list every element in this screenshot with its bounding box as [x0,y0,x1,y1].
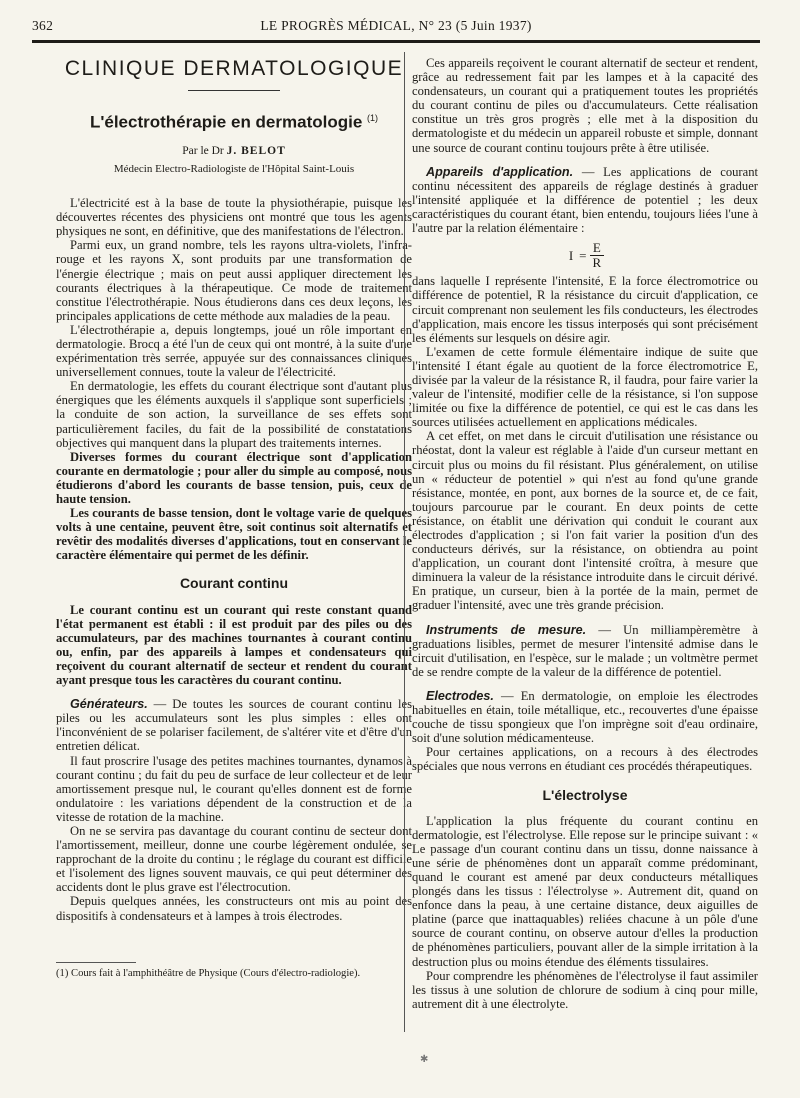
formula-numerator: E [590,241,605,256]
formula-denominator: R [592,255,602,271]
article-title-text: L'électrothérapie en dermatologie [89,112,363,132]
header-rule [32,40,760,43]
continued-paragraph: Ces appareils reçoivent le courant alternatif de secteur et rendent, grâce au redressement fait par les lampes et à la capacité des condensateurs, un courant qui a pratiquement toutes les propriétés du courant continu de piles ou d'accumulateurs. Cette réalisation constitue un très gros progrès ; elle met à la disposition du dermatologiste et du médecin un appareil robuste et simple, donnant une source de courant continu toujours prête à être utilisée. [412,56,758,155]
intro-paragraph-5: Diverses formes du courant électrique sont d'application courante en dermatologie ; pour aller du simple au composé, nous étudierons d'abord les courants de basse tension, puis, ceux de haute tension. [56,449,412,506]
intro-paragraph-3: L'électrothérapie a, depuis longtemps, joué un rôle important en dermatologie. Brocq a été l'un de ceux qui ont montré, à la suite d'une expérimentation très serrée, appuyée sur des connaissances cliniques universellement connues, toute la valeur de l'électricité. [56,322,412,380]
electrodes-text: — En dermatologie, on emploie les électrodes habituelles en étain, toile métallique, etc., recouvertes d'une épaisse couche de tissu spongieux que l'on imprègne soit d'eau ordinaire, soit d'une solution médicamenteuse. [412,688,758,746]
electrodes-paragraph [412,689,758,745]
footnote: (1) Cours fait à l'amphithéâtre de Physique (Cours d'électro-radiologie). [56,968,361,979]
title-footnote-marker: (1) [367,113,379,124]
formula-equals: = [579,247,587,263]
author-prefix: Par le Dr [182,144,224,157]
heading-electrolyse: L'électrolyse [542,786,628,803]
ohm-formula [412,241,758,270]
intro-paragraph-6: Les courants de basse tension, dont le voltage varie de quelques volts à une centaine, peuvent être, soit continus soit alternatifs et revêtir des modalités diverses d'applications, tout en conservant le caractère élémentaire qui permet de les définir. [56,506,412,563]
electrolyse-paragraph-2: Pour comprendre les phénomènes de l'électrolyse il faut assimiler les tissus à une solution de chlorure de sodium à cinq pour mille, autrement dit à une électrolyte. [412,968,758,1011]
continu-definition: Le courant continu est un courant qui reste constant quand l'état permanent est établi : il est produit par des piles ou des accumulateurs, par des machines tournantes à courant continu ou, enfin, par des appareils à lampes et condensateurs qui reçoivent du courant alternatif de secteur et rendent du courant ayant presque tous les caractères du courant continu. [56,602,412,688]
generateurs-text: — De toutes les sources de courant continu les piles ou les accumulateurs sont les plus simples : elles ont l'inconvénient de se polariser facilement, de s'altérer vite et d'être d'un entretien délicat. [56,697,412,754]
left-column [56,50,412,1050]
formula-analysis: L'examen de cette formule élémentaire indique de suite que l'intensité I étant égale au quotient de la force électromotrice E, divisée par la valeur de la résistance R, il faudra, pour faire varier la valeur de l'intensité, modifier celle de la résistance, si l'on suppose limitée ou fixe la différence de potentiel, ce qui est le cas dans les sources utilisées actuellement en applications médicales. [412,344,758,430]
footnote-rule [56,962,136,963]
generateurs-paragraph-2: Il faut proscrire l'usage des petites machines tournantes, dynamos à courant continu ; du fait du peu de surface de leur collecteur et de leur amortissement presque nul, le courant qu'elles donnent est de forme ondulatoire : les variations dépendent de la construction et de la vitesse de rotation de la machine. [56,753,412,824]
author-line [56,144,412,158]
rheostat-paragraph: A cet effet, on met dans le circuit d'utilisation une résistance ou rhéostat, dont la valeur est réglable à l'aide d'un curseur mettant en circuit plus ou moins du fil résistant. Plus généralement, on utilise un « réducteur de potentiel » qui n'est au fond qu'une grande résistance, montée, en pont, aux bornes de la source et, de ce fait, toujours parcourue par le courant. En deux points de cette résistance, on établit une dérivation qui conduit le courant aux électrodes d'application ; si l'on fait varier la position d'un des conducteurs dérivés, sur la résistance, on obtiendra au point d'application, un courant dont l'intensité croîtra, à mesure que diminuera la valeur de la résistance introduite dans le circuit dérivé. En pratique, un curseur, bien à la portée de la main, permet de graduer l'intensité, avec une très grande précision. [412,429,758,613]
instruments-paragraph [412,623,758,679]
page-number: 362 [32,18,54,33]
electrodes-lead: Electrodes. [426,688,494,703]
appareils-lead: Appareils d'application. [426,164,574,179]
electrodes-paragraph-2: Pour certaines applications, on a recours à des électrodes spéciales que nous verrons en étudiant ces procédés thérapeutiques. [412,745,758,774]
electrolyse-paragraph-1: L'application la plus fréquente du courant continu en dermatologie, est l'électrolyse. Elle repose sur le principe suivant : « Le passage d'un courant continu dans un tissu, donne naissance à une série de phénomènes dont un apparaît comme prédominant, quand le courant est amené par deux conducteurs métalliques plongés dans les tissus : l'électrolyse ». Autrement dit, quand on enfonce dans la peau, à une certaine distance, deux aiguilles de platine (parce que inattaquables) reliées chacune à un pôle d'une source de courant continu, on observe autour d'elles la production de phénomènes particuliers, pouvant aller de la simple irritation à la destruction plus ou moins étendue des éléments tissulaires. [412,813,758,969]
banner-rule [188,90,280,91]
instruments-text: — Un milliampèremètre à graduations lisibles, permet de mesurer l'intensité admise dans le circuit d'utilisation, en l'espèce, sur le malade ; un voltmètre permet de se rendre compte de la valeur de la différence de potentiel. [412,622,758,679]
formula-lhs: I [568,247,574,263]
generateurs-paragraph-4: Depuis quelques années, les constructeurs ont mis au point des dispositifs à condensateurs et à lampes à trois électrodes. [56,894,412,923]
journal-title: LE PROGRÈS MÉDICAL, N° 23 (5 Juin 1937) [260,18,532,33]
column-divider [404,52,405,1032]
intro-paragraph-2: Parmi eux, un grand nombre, tels les rayons ultra-violets, l'infra-rouge et les rayons X, sont produits par une transformation de l'énergie électrique ; mais on peut aussi appliquer directement les courants électriques à la thérapeutique. Ce mode de traitement constitue l'électrothérapie. Nous étudierons dans ces deux leçons, les principales applications de cette méthode aux maladies de la peau. [56,238,412,323]
appareils-paragraph [412,165,758,235]
running-head [32,14,760,36]
article-title [56,111,412,130]
appareils-text: — Les applications de courant continu nécessitent des appareils de réglage destinés à graduer l'intensité appliquée et la différence de potentiel ; les deux caractéristiques du courant étant, bien entendu, toujours liées l'une à l'autre par la relation élémentaire : [412,164,758,236]
author-name: J. BELOT [226,144,286,157]
author-affiliation: Médecin Electro-Radiologiste de l'Hôpital Saint-Louis [113,162,355,175]
generateurs-paragraph-3: On ne se servira pas davantage du courant continu de secteur dont l'amortissement, meilleur, donne une courbe légèrement ondulée, se rapprochant de la droite du continu ; le réglage du courant est difficile et l'isolement des lignes souvent mauvais, ce qui peut déterminer des accidents dont le plus grave est l'électrocution. [56,823,412,895]
formula-explanation: dans laquelle I représente l'intensité, E la force électromotrice ou différence de potentiel, R la résistance du circuit d'application, ce circuit comprenant non seulement les fils conducteurs, les électrodes d'application, mais encore les tissus interposés qui sont précisément les éléments sur lesquels on désire agir. [412,274,758,345]
intro-paragraph-4: En dermatologie, les effets du courant électrique sont d'autant plus énergiques que les éléments auxquels il s'applique sont superficiels ; la conduite de son action, la surveillance de ses effets sont particulièrement faciles, du fait de la possibilité de constatations objectives qui manquent dans la plupart des traitements internes. [56,379,412,450]
heading-courant-continu: Courant continu [179,575,289,592]
generateurs-paragraph [56,697,412,753]
section-banner: CLINIQUE DERMATOLOGIQUE [64,57,404,80]
generateurs-lead: Générateurs. [70,697,148,712]
right-column [412,56,758,1056]
instruments-lead: Instruments de mesure. [426,622,587,637]
ornament-mark: ✱ [420,1054,429,1065]
intro-paragraph-1: L'électricité est à la base de toute la physiothérapie, puisque les découvertes récentes des physiciens ont montré que tous les agents physiques ne sont, en définitive, que des manifestations de l'électron. [56,196,412,239]
